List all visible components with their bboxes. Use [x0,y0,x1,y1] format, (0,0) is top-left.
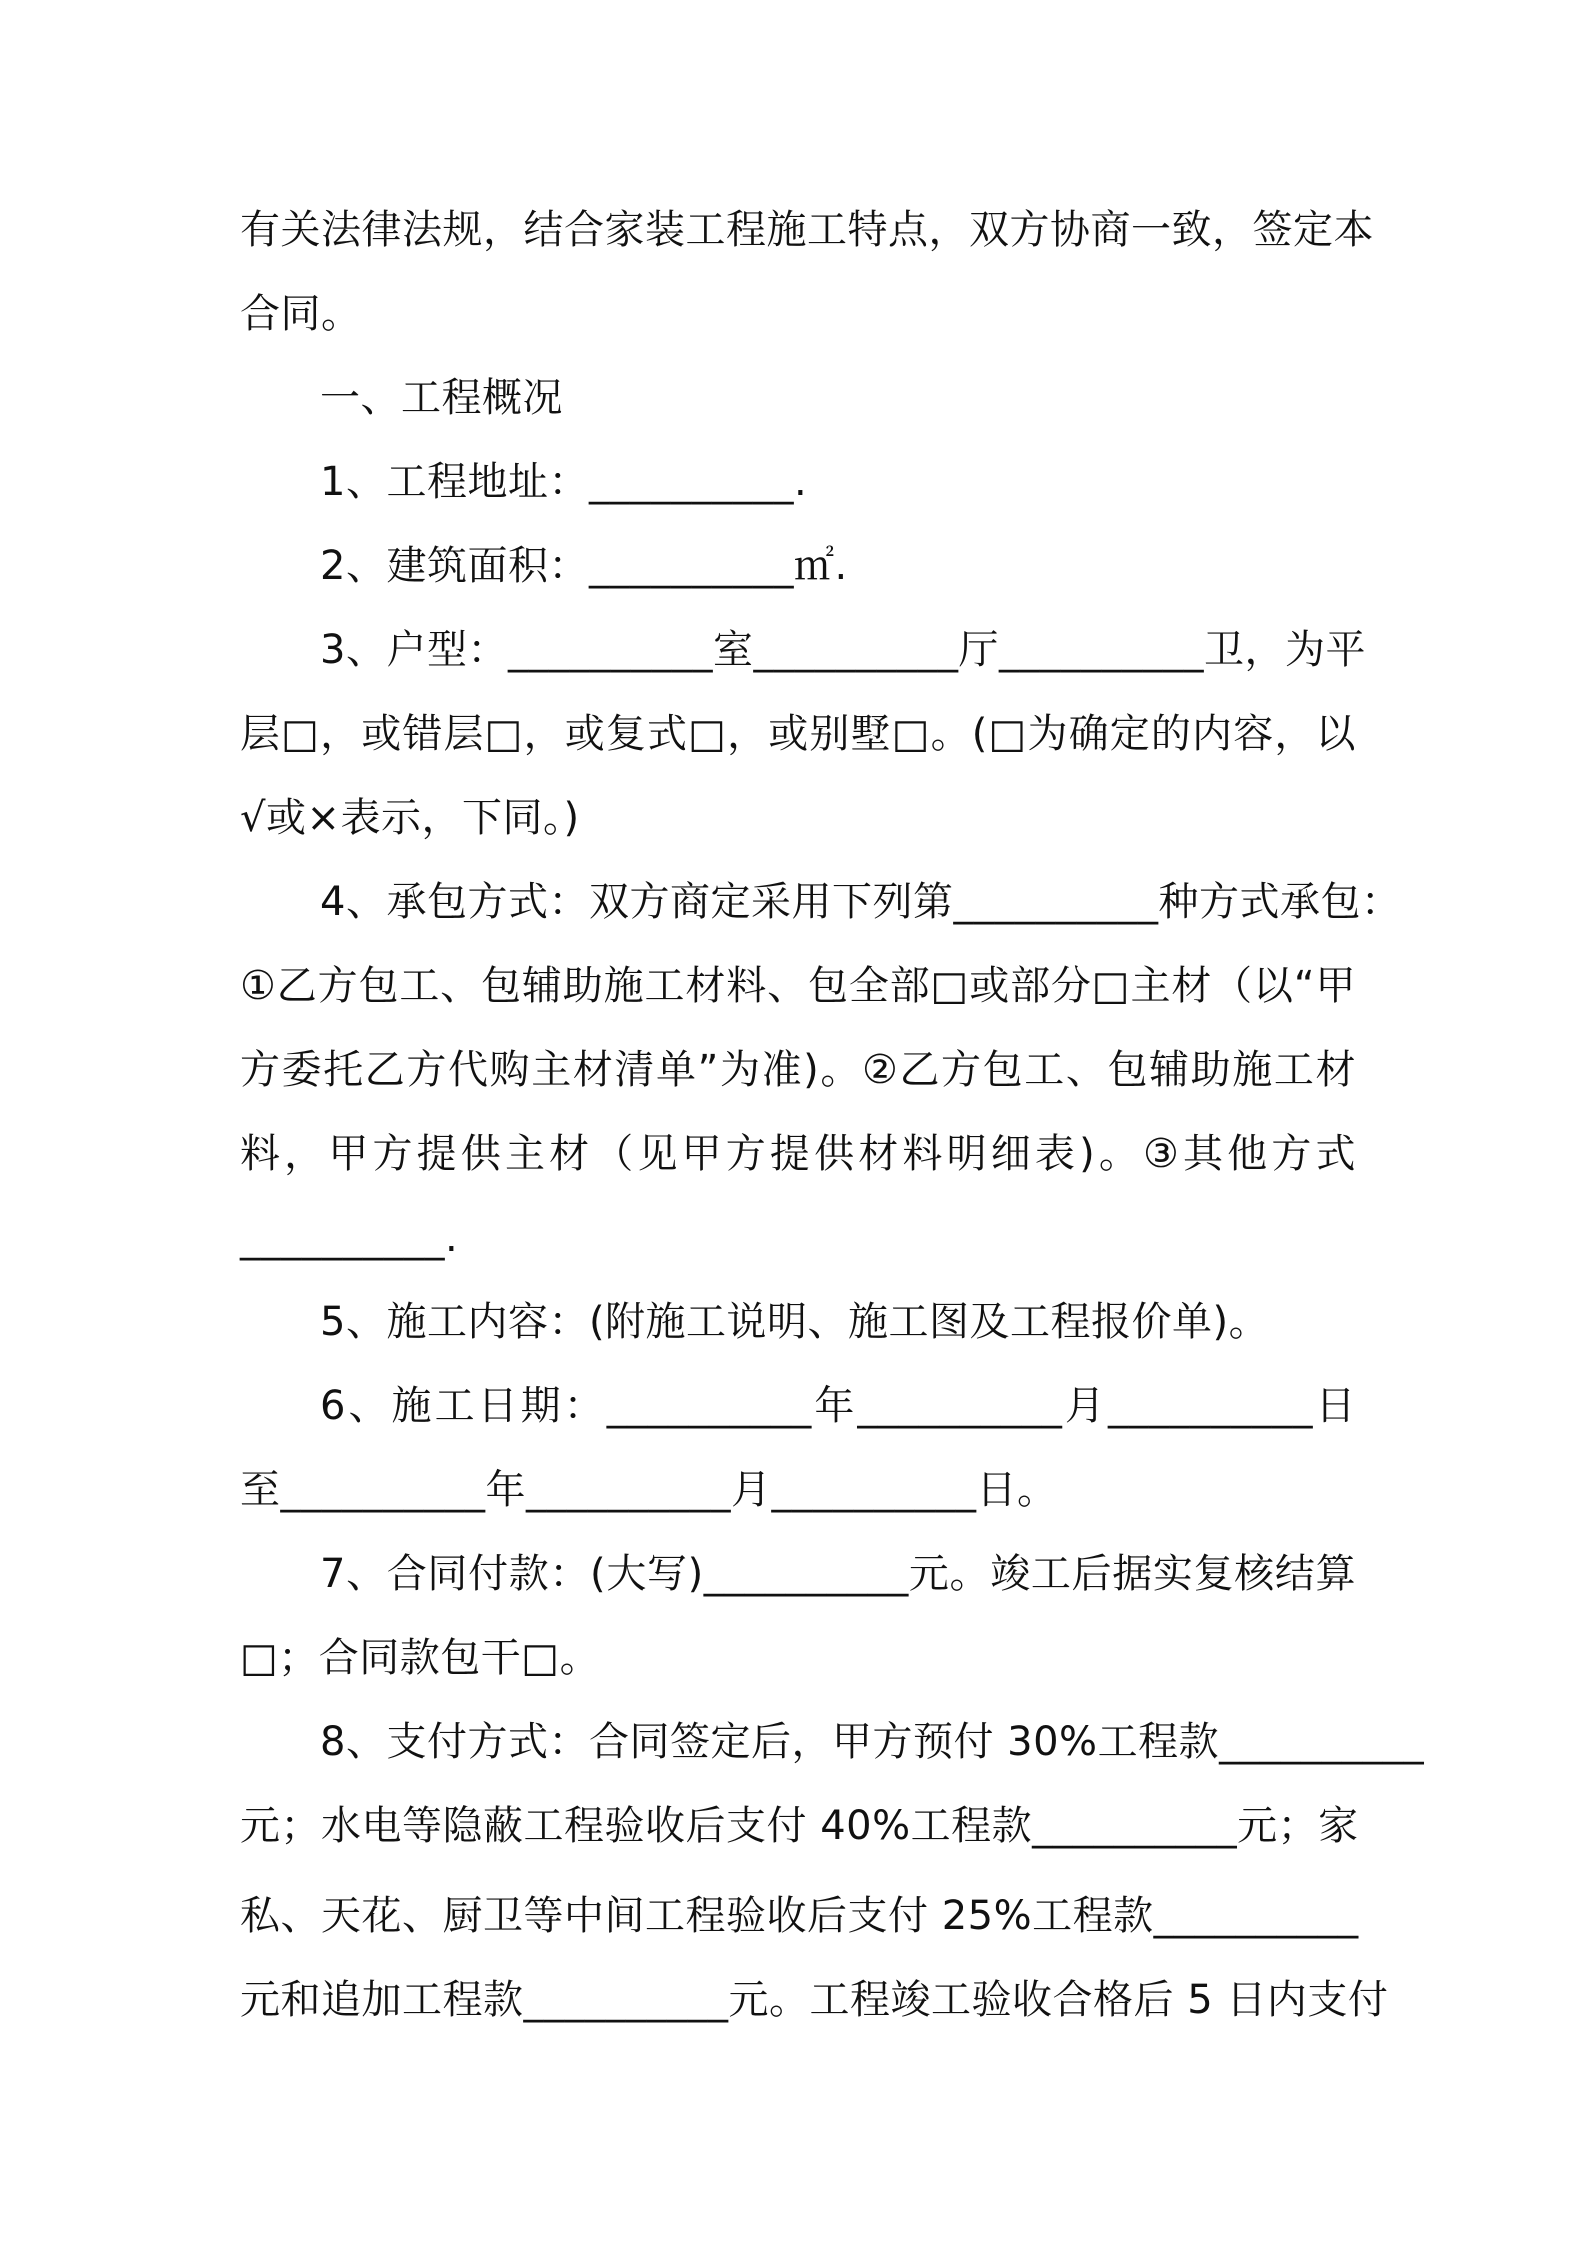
paragraph-line: ①乙方包工、包辅助施工材料、包全部□或部分□主材（以“甲 [240,963,1356,1009]
paragraph-line: 方委托乙方代购主材清单”为准)。②乙方包工、包辅助施工材 [240,1047,1356,1093]
paragraph-line: □；合同款包干□。 [240,1635,601,1681]
clause-line: 5、施工内容：(附施工说明、施工图及工程报价单)。 [320,1299,1270,1345]
clause-line: 1、工程地址：__________. [320,459,808,505]
section-heading: 一、工程概况 [320,375,563,421]
paragraph-line: 合同。 [240,291,362,337]
clause-line: 8、支付方式：合同签定后，甲方预付 30%工程款__________ [320,1719,1425,1765]
paragraph-line: 层□，或错层□，或复式□，或别墅□。(□为确定的内容，以 [240,711,1356,757]
clause-line: 6、施工日期：__________年__________月__________日 [320,1383,1356,1429]
clause-line: 4、承包方式：双方商定采用下列第__________种方式承包： [320,879,1402,925]
paragraph-line: 私、天花、厨卫等中间工程验收后支付 25%工程款__________ [240,1893,1359,1939]
paragraph-line: √或×表示，下同。) [240,795,580,841]
paragraph-line: 至__________年__________月__________日。 [240,1467,1058,1513]
clause-line: 3、户型：__________室__________厅__________卫，为平 [320,627,1366,673]
paragraph-line: 有关法律法规，结合家装工程施工特点，双方协商一致，签定本 [240,207,1374,253]
paragraph-line: 料，甲方提供主材（见甲方提供材料明细表)。③其他方式 [240,1131,1356,1177]
clause-line: 7、合同付款：(大写)__________元。竣工后据实复核结算 [320,1551,1356,1597]
clause-line: 2、建筑面积：__________㎡. [320,543,848,589]
paragraph-line: 元；水电等隐蔽工程验收后支付 40%工程款__________元；家 [240,1803,1359,1849]
paragraph-line: 元和追加工程款__________元。工程竣工验收合格后 5 日内支付 [240,1977,1389,2023]
paragraph-line: __________. [240,1215,459,1261]
